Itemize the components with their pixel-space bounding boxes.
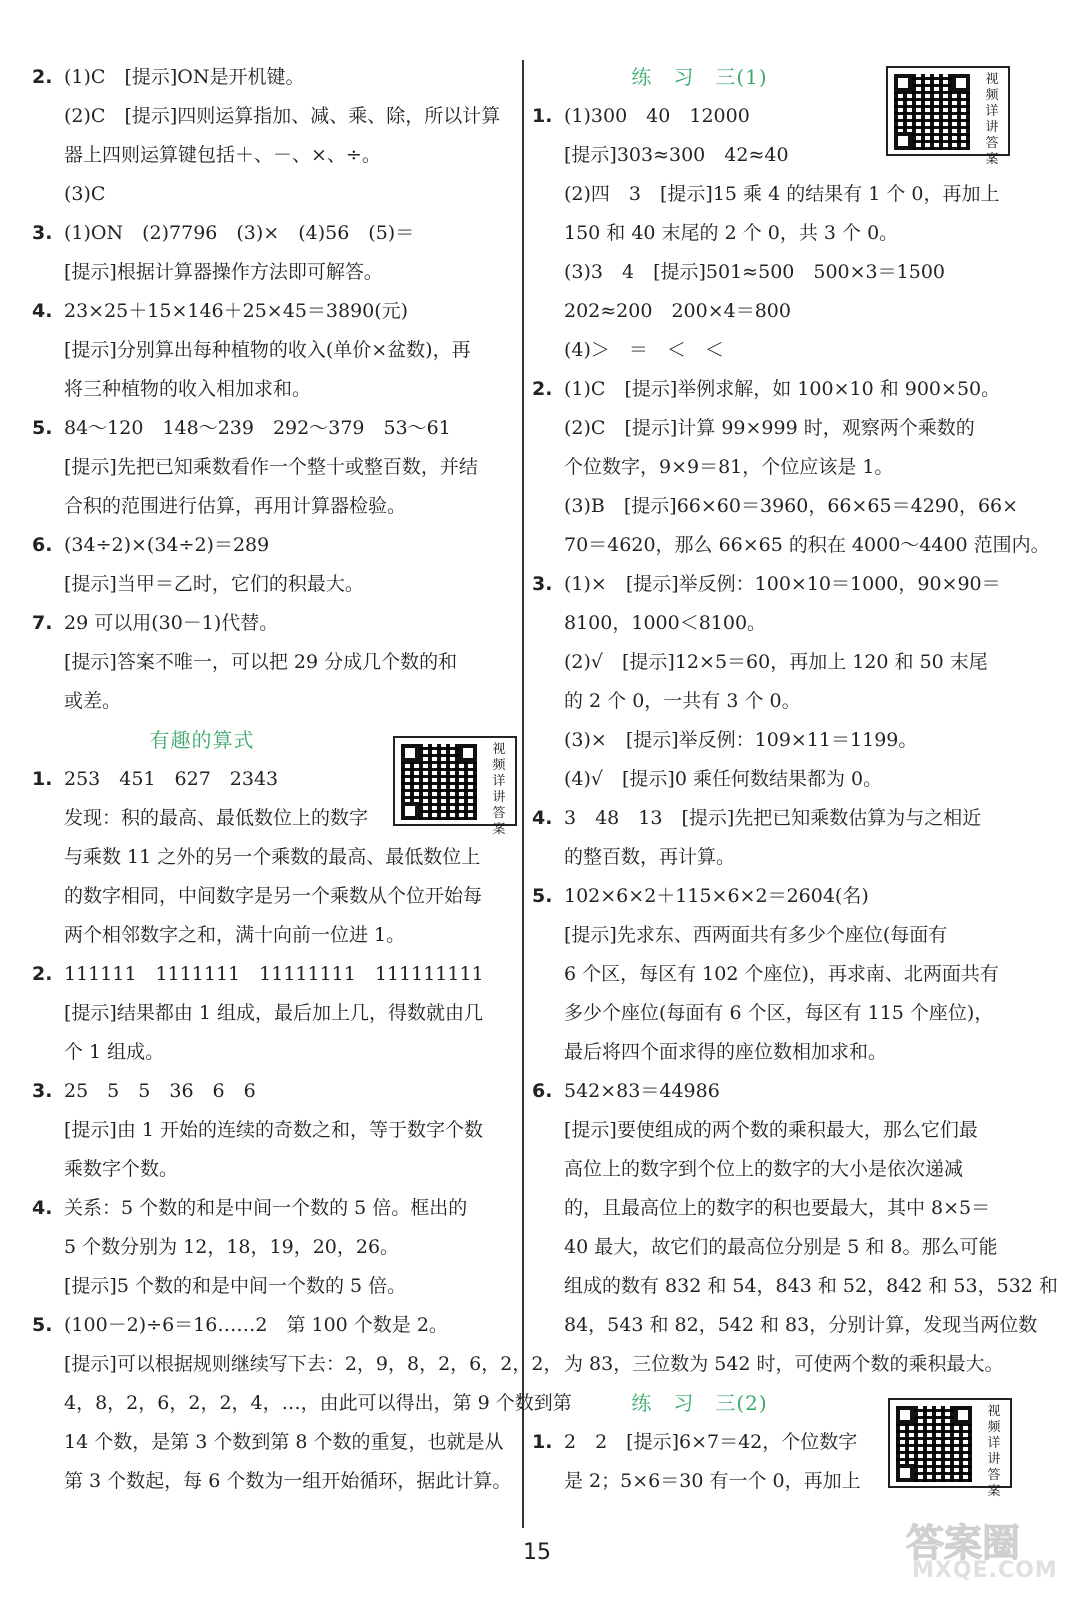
qr-corner bbox=[896, 1464, 914, 1482]
answer-text: 111111 1111111 11111111 111111111 bbox=[64, 963, 484, 985]
answer-text: 25 5 5 36 6 6 bbox=[64, 1080, 256, 1102]
answer-line bbox=[32, 1423, 522, 1462]
answer-line bbox=[32, 1150, 522, 1189]
answer-line bbox=[32, 682, 522, 721]
answer-line bbox=[32, 331, 522, 370]
question-number: 5. bbox=[32, 1314, 53, 1336]
section-title: 有趣的算式 bbox=[149, 728, 255, 752]
answer-line bbox=[532, 1267, 1058, 1306]
answer-line bbox=[32, 916, 522, 955]
watermark-logo: 答案圈 bbox=[906, 1521, 1021, 1565]
question-line bbox=[32, 58, 522, 97]
question-number: 3. bbox=[532, 573, 553, 595]
answer-text: 乘数字个数。 bbox=[64, 1158, 179, 1180]
answer-text: 70＝4620，那么 66×65 的积在 4000～4400 范围内。 bbox=[564, 534, 1050, 556]
question-number: 7. bbox=[32, 612, 53, 634]
answer-text: 与乘数 11 之外的另一个乘数的最高、最低数位上 bbox=[64, 846, 481, 868]
answer-line bbox=[532, 331, 1037, 370]
question-number: 5. bbox=[532, 885, 553, 907]
answer-text: (4)√ [提示]0 乘任何数结果都为 0。 bbox=[564, 768, 883, 790]
question-number: 2. bbox=[32, 963, 53, 985]
answer-text: 合积的范围进行估算，再用计算器检验。 bbox=[64, 495, 407, 517]
section-title: 练 习 三(1) bbox=[631, 65, 768, 89]
answer-line bbox=[32, 370, 522, 409]
qr-corner bbox=[896, 1406, 914, 1424]
question-line bbox=[32, 1072, 522, 1111]
answer-text: [提示]5 个数的和是中间一个数的 5 倍。 bbox=[64, 1275, 407, 1297]
qr-label: 视频详讲答案 bbox=[987, 1404, 1001, 1499]
column-divider bbox=[522, 60, 524, 1528]
answer-text: 的 2 个 0，一共有 3 个 0。 bbox=[564, 690, 801, 712]
question-line bbox=[532, 370, 1037, 409]
question-line bbox=[32, 214, 522, 253]
answer-line bbox=[32, 1384, 572, 1423]
question-line bbox=[32, 955, 522, 994]
answer-text: (4)＞ ＝ ＜ ＜ bbox=[564, 339, 724, 361]
answer-line bbox=[532, 955, 1037, 994]
answer-line bbox=[32, 1267, 522, 1306]
question-number: 2. bbox=[32, 66, 53, 88]
answer-text: (2)C [提示]计算 99×999 时，观察两个乘数的 bbox=[564, 417, 975, 439]
answer-text: 84～120 148～239 292～379 53～61 bbox=[64, 417, 451, 439]
answer-line bbox=[532, 253, 1037, 292]
watermark bbox=[906, 1512, 1056, 1592]
question-number: 4. bbox=[32, 1197, 53, 1219]
answer-text: 组成的数有 832 和 54，843 和 52，842 和 53，532 和 bbox=[564, 1275, 1058, 1297]
answer-line bbox=[532, 1306, 1037, 1345]
answer-line bbox=[532, 448, 1037, 487]
question-line bbox=[32, 604, 522, 643]
answer-line bbox=[532, 916, 1037, 955]
question-number: 1. bbox=[32, 768, 53, 790]
question-line bbox=[32, 292, 522, 331]
answer-line bbox=[532, 994, 1037, 1033]
answer-line bbox=[32, 1033, 522, 1072]
answer-line bbox=[532, 1189, 1037, 1228]
qr-corner bbox=[894, 132, 912, 150]
qr-code-practice-3-2[interactable] bbox=[888, 1398, 1012, 1499]
qr-corner bbox=[952, 74, 970, 92]
page-number: 15 bbox=[523, 1540, 551, 1565]
qr-corner bbox=[459, 744, 477, 762]
answer-line bbox=[32, 994, 522, 1033]
qr-corner bbox=[401, 802, 419, 820]
answer-text: [提示]303≈300 42≈40 bbox=[564, 144, 789, 166]
answer-text: 高位上的数字到个位上的数字的大小是依次递减 bbox=[564, 1158, 964, 1180]
answer-text: (3)B [提示]66×60＝3960，66×65＝4290，66× bbox=[564, 495, 1019, 517]
answer-text: 542×83＝44986 bbox=[564, 1080, 720, 1102]
answer-text: 器上四则运算键包括＋、－、×、÷。 bbox=[64, 144, 381, 166]
answer-text: (1)C [提示]ON是开机键。 bbox=[64, 66, 305, 88]
answer-line bbox=[32, 136, 522, 175]
right-column bbox=[532, 58, 1058, 1501]
answer-line bbox=[532, 604, 1037, 643]
question-number: 4. bbox=[32, 300, 53, 322]
answer-text: 个位数字，9×9＝81，个位应该是 1。 bbox=[564, 456, 894, 478]
answer-text: [提示]要使组成的两个数的乘积最大，那么它们最 bbox=[564, 1119, 978, 1141]
answer-line bbox=[32, 175, 522, 214]
answer-line bbox=[32, 487, 522, 526]
answer-text: 84，543 和 82，542 和 83，分别计算，发现当两位数 bbox=[564, 1314, 1038, 1336]
answer-line bbox=[532, 643, 1037, 682]
answer-text: (3)C bbox=[64, 183, 106, 205]
answer-text: (2)√ [提示]12×5＝60，再加上 120 和 50 末尾 bbox=[564, 651, 988, 673]
answer-text: 或差。 bbox=[64, 690, 122, 712]
section-title: 练 习 三(2) bbox=[631, 1391, 768, 1415]
answer-text: 将三种植物的收入相加求和。 bbox=[64, 378, 312, 400]
answer-text: 253 451 627 2343 bbox=[64, 768, 279, 790]
answer-line bbox=[32, 1345, 563, 1384]
answer-text: 29 可以用(30－1)代替。 bbox=[64, 612, 279, 634]
answer-text: 40 最大，故它们的最高位分别是 5 和 8。那么可能 bbox=[564, 1236, 998, 1258]
answer-text: 23×25＋15×146＋25×45＝3890(元) bbox=[64, 300, 409, 322]
answer-line bbox=[532, 760, 1037, 799]
answer-text: 5 个数分别为 12，18，19，20，26。 bbox=[64, 1236, 400, 1258]
answer-line bbox=[32, 1228, 522, 1267]
question-number: 3. bbox=[32, 222, 53, 244]
qr-label: 视频详讲答案 bbox=[985, 72, 999, 167]
answer-text: 的数字相同，中间数字是另一个乘数从个位开始每 bbox=[64, 885, 483, 907]
answer-text: 最后将四个面求得的座位数相加求和。 bbox=[564, 1041, 888, 1063]
qr-label: 视频详讲答案 bbox=[492, 742, 506, 837]
question-number: 6. bbox=[532, 1080, 553, 1102]
answer-text: [提示]根据计算器操作方法即可解答。 bbox=[64, 261, 383, 283]
answer-text: 4，8，2，6，2，2，4，…，由此可以得出，第 9 个数到第 bbox=[64, 1392, 572, 1414]
question-line bbox=[32, 1306, 522, 1345]
question-number: 5. bbox=[32, 417, 53, 439]
answer-text: [提示]先求东、西两面共有多少个座位(每面有 bbox=[564, 924, 948, 946]
answer-line bbox=[532, 721, 1037, 760]
answer-line bbox=[532, 1345, 1037, 1384]
question-number: 3. bbox=[32, 1080, 53, 1102]
answer-text: (34÷2)×(34÷2)＝289 bbox=[64, 534, 270, 556]
question-line bbox=[32, 409, 522, 448]
answer-text: (1)× [提示]举反例：100×10＝1000，90×90＝ bbox=[564, 573, 1001, 595]
answer-text: (100－2)÷6＝16……2 第 100 个数是 2。 bbox=[64, 1314, 448, 1336]
answer-line bbox=[532, 1228, 1037, 1267]
answer-text: (2)C [提示]四则运算指加、减、乘、除，所以计算 bbox=[64, 105, 501, 127]
answer-line bbox=[32, 253, 522, 292]
answer-text: (1)C [提示]举例求解，如 100×10 和 900×50。 bbox=[564, 378, 1001, 400]
answer-line bbox=[32, 565, 522, 604]
answer-text: 202≈200 200×4＝800 bbox=[564, 300, 791, 322]
answer-line bbox=[532, 1150, 1037, 1189]
answer-text: (3)× [提示]举反例：109×11＝1199。 bbox=[564, 729, 918, 751]
answer-line bbox=[32, 97, 522, 136]
question-line bbox=[32, 526, 522, 565]
qr-corner bbox=[401, 744, 419, 762]
question-number: 1. bbox=[532, 105, 553, 127]
answer-line bbox=[532, 1033, 1037, 1072]
answer-line bbox=[32, 643, 522, 682]
answer-text: 3 48 13 [提示]先把已知乘数估算为与之相近 bbox=[564, 807, 982, 829]
answer-line bbox=[532, 487, 1037, 526]
answer-text: 的，且最高位上的数字的积也要最大，其中 8×5＝ bbox=[564, 1197, 991, 1219]
answer-text: [提示]当甲＝乙时，它们的积最大。 bbox=[64, 573, 364, 595]
question-number: 6. bbox=[32, 534, 53, 556]
answer-text: (1)ON (2)7796 (3)× (4)56 (5)＝ bbox=[64, 222, 415, 244]
answer-line bbox=[532, 214, 1037, 253]
answer-line bbox=[532, 526, 1050, 565]
answer-text: 14 个数，是第 3 个数到第 8 个数的重复，也就是从 bbox=[64, 1431, 504, 1453]
answer-text: (3)3 4 [提示]501≈500 500×3＝1500 bbox=[564, 261, 945, 283]
answer-text: 两个相邻数字之和，满十向前一位进 1。 bbox=[64, 924, 406, 946]
answer-line bbox=[532, 292, 1037, 331]
answer-text: [提示]答案不唯一，可以把 29 分成几个数的和 bbox=[64, 651, 458, 673]
answer-text: 多少个座位(每面有 6 个区，每区有 115 个座位)， bbox=[564, 1002, 994, 1024]
answer-text: 的整百数，再计算。 bbox=[564, 846, 736, 868]
answer-line bbox=[532, 838, 1037, 877]
answer-line bbox=[532, 1111, 1037, 1150]
answer-text: 关系：5 个数的和是中间一个数的 5 倍。框出的 bbox=[64, 1197, 468, 1219]
question-line bbox=[32, 1189, 522, 1228]
answer-text: [提示]先把已知乘数看作一个整十或整百数，并结 bbox=[64, 456, 478, 478]
qr-code-practice-3-1[interactable] bbox=[886, 66, 1010, 167]
answer-text: 8100，1000＜8100。 bbox=[564, 612, 767, 634]
watermark-site: MXQE.COM bbox=[912, 1558, 1058, 1583]
question-number: 2. bbox=[532, 378, 553, 400]
question-line bbox=[532, 565, 1037, 604]
question-line bbox=[532, 877, 1037, 916]
question-number: 4. bbox=[532, 807, 553, 829]
answer-text: [提示]结果都由 1 组成，最后加上几，得数就由几 bbox=[64, 1002, 483, 1024]
answer-text: [提示]分别算出每种植物的收入(单价×盆数)，再 bbox=[64, 339, 471, 361]
answer-line bbox=[532, 175, 1037, 214]
answer-text: [提示]可以根据规则继续写下去：2，9，8，2，6，2，2， bbox=[64, 1353, 563, 1375]
answer-text: 2 2 [提示]6×7＝42，个位数字 bbox=[564, 1431, 858, 1453]
answer-text: 为 83，三位数为 542 时，可使两个数的乘积最大。 bbox=[564, 1353, 1004, 1375]
answer-text: 150 和 40 末尾的 2 个 0，共 3 个 0。 bbox=[564, 222, 899, 244]
answer-text: 102×6×2＋115×6×2＝2604(名) bbox=[564, 885, 869, 907]
answer-text: 个 1 组成。 bbox=[64, 1041, 165, 1063]
answer-line bbox=[32, 1111, 522, 1150]
answer-line bbox=[32, 838, 522, 877]
qr-code-interesting-formulas[interactable] bbox=[393, 736, 517, 837]
question-line bbox=[532, 799, 1037, 838]
answer-text: 发现：积的最高、最低数位上的数字 bbox=[64, 807, 369, 829]
answer-line bbox=[32, 1462, 522, 1501]
answer-line bbox=[532, 682, 1037, 721]
answer-line bbox=[32, 448, 522, 487]
question-line bbox=[532, 1072, 1037, 1111]
answer-text: 是 2；5×6＝30 有一个 0，再加上 bbox=[564, 1470, 861, 1492]
question-number: 1. bbox=[532, 1431, 553, 1453]
answer-text: (1)300 40 12000 bbox=[564, 105, 750, 127]
qr-corner bbox=[894, 74, 912, 92]
answer-line bbox=[532, 409, 1037, 448]
answer-text: (2)四 3 [提示]15 乘 4 的结果有 1 个 0，再加上 bbox=[564, 183, 1000, 205]
answer-text: [提示]由 1 开始的连续的奇数之和，等于数字个数 bbox=[64, 1119, 483, 1141]
qr-corner bbox=[954, 1406, 972, 1424]
answer-text: 第 3 个数起，每 6 个数为一组开始循环，据此计算。 bbox=[64, 1470, 512, 1492]
answer-line bbox=[32, 877, 522, 916]
answer-text: 6 个区，每区有 102 个座位)，再求南、北两面共有 bbox=[564, 963, 999, 985]
